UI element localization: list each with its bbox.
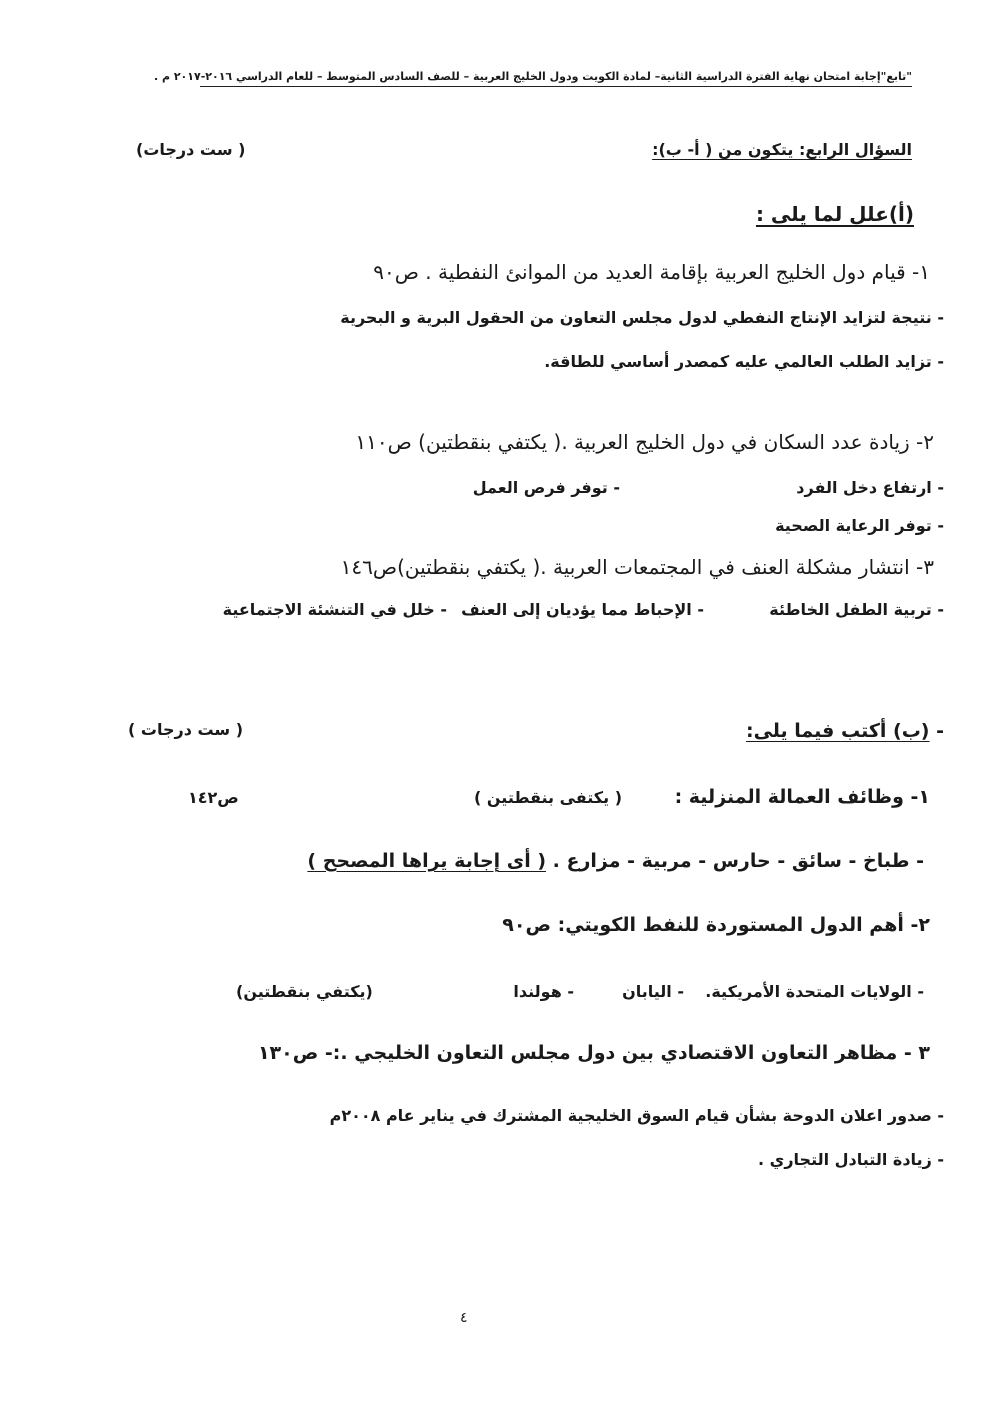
part-b-item3-question: ٣ - مظاهر التعاون الاقتصادي بين دول مجلس التعاون الخليجي .:- ص١٣٠ (257, 1042, 930, 1064)
part-b-item2-question: ٢- أهم الدول المستوردة للنفط الكويتي: ص٩٠ (502, 914, 930, 936)
part-b-item1-question: ١- وظائف العمالة المنزلية : (674, 786, 930, 808)
part-a-item1-answer1: - نتيجة لتزايد الإنتاج النفطي لدول مجلس التعاون من الحقول البرية و البحرية (340, 308, 944, 327)
part-a-item2-answer-b: - توفر فرص العمل (472, 478, 620, 497)
part-b-item1-answer-note: ( أى إجابة يراها المصحح ) (307, 850, 547, 872)
part-a-item1-answer2: - تزايد الطلب العالمي عليه كمصدر أساسي للطاقة. (544, 352, 944, 371)
part-b-item2-note: (يكتفي بنقطتين) (236, 982, 373, 1001)
part-a-item2-question: ٢- زيادة عدد السكان في دول الخليج العربية .( يكتفي بنقطتين) ص١١٠ (355, 430, 934, 454)
part-a-item3-answer-a: - تربية الطفل الخاطئة (769, 600, 944, 619)
part-b-item2-answer-c: - هولندا (513, 982, 574, 1001)
part-a-item3-answer-b: - الإحباط مما يؤديان إلى العنف (461, 600, 704, 619)
part-b-heading-line (746, 720, 944, 742)
part-b-item2-answer-a: - الولايات المتحدة الأمريكية. (705, 982, 924, 1001)
part-b-item1-page: ص١٤٢ (188, 788, 239, 807)
part-b-item3-answer2: - زيادة التبادل التجاري . (758, 1150, 944, 1169)
part-b-item1-answer: - طباخ - سائق - حارس - مربية - مزارع . (546, 850, 924, 872)
page-number: ٤ (460, 1310, 468, 1326)
part-b-grade: ( ست درجات ) (128, 720, 244, 739)
question-title: السؤال الرابع: يتكون من ( أ- ب): (652, 140, 912, 159)
part-a-item2-answer-c: - توفر الرعاية الصحية (775, 516, 944, 535)
part-b-item3-answer1: - صدور اعلان الدوحة بشأن قيام السوق الخليجية المشترك في يناير عام ٢٠٠٨م (329, 1106, 944, 1125)
page-header: "تابع"إجابة امتحان نهاية الفترة الدراسية الثانية– لمادة الكويت ودول الخليج العربية – للصف السادس المتوسط – للعام الدراسي ٢٠١٦-٢٠١٧ م . (200, 70, 912, 87)
part-b-item1-note: ( يكتفى بنقطتين ) (474, 788, 622, 807)
part-b-heading: (ب) أكتب فيما يلى: (745, 720, 930, 742)
part-a-item1-question: ١- قيام دول الخليج العربية بإقامة العديد من الموانئ النفطية . ص٩٠ (373, 260, 930, 284)
part-a-heading: (أ)علل لما يلى : (755, 202, 914, 226)
part-a-item3-question: ٣- انتشار مشكلة العنف في المجتمعات العربية .( يكتفي بنقطتين)ص١٤٦ (340, 555, 934, 579)
question-grade: ( ست درجات) (136, 140, 246, 159)
part-a-item2-answer-a: - ارتفاع دخل الفرد (796, 478, 944, 497)
part-b-dash: - (929, 720, 944, 742)
part-b-item2-answer-b: - اليابان (622, 982, 684, 1001)
part-a-item3-answer-c: - خلل في التنشئة الاجتماعية (222, 600, 447, 619)
part-b-item1-answer-line (307, 850, 924, 872)
